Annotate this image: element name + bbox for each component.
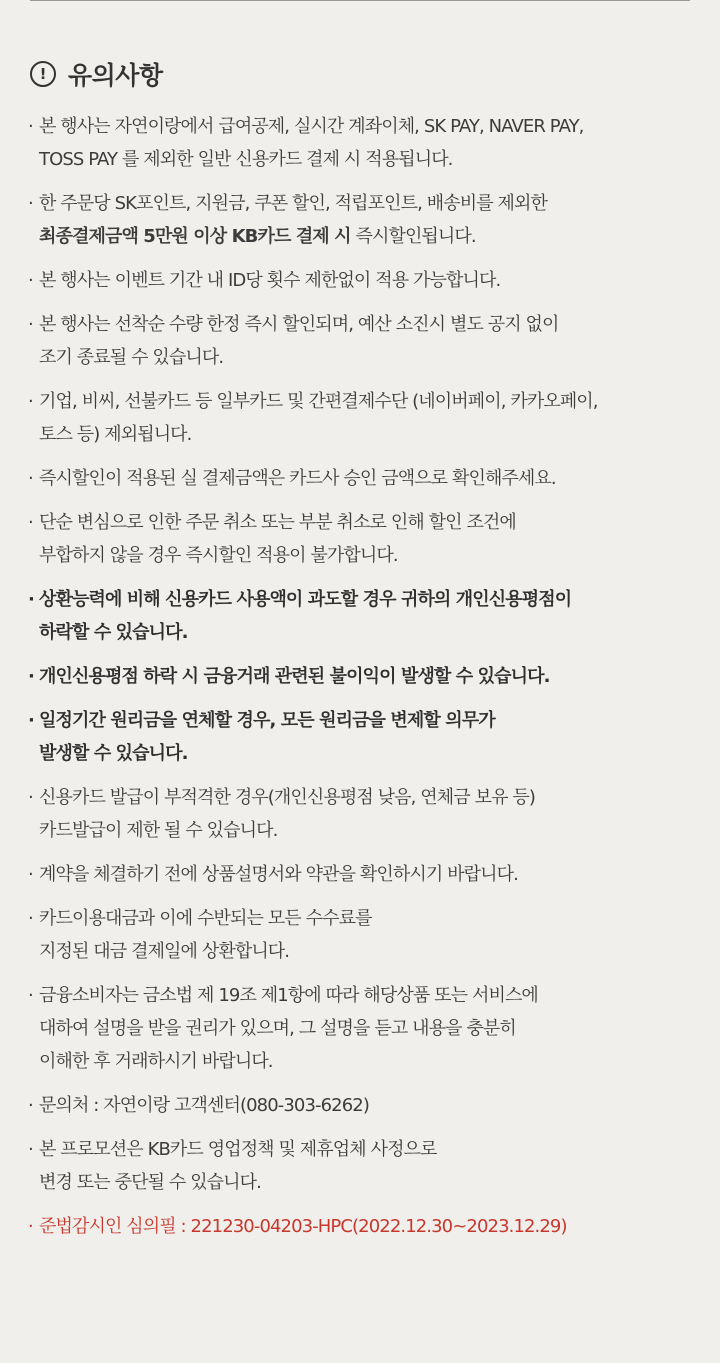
- notice-line: 토스 등) 제외됩니다.: [39, 424, 192, 445]
- bullet: ·: [28, 908, 33, 929]
- bullet: ·: [28, 512, 33, 533]
- notice-item-discount-condition: [28, 187, 698, 253]
- notice-item-issuance-restriction: [28, 781, 698, 847]
- notice-line: 금융소비자는 금소법 제 19조 제1항에 따라 해당상품 또는 서비스에: [39, 985, 538, 1006]
- bullet: ·: [28, 391, 33, 412]
- notice-line: 개인신용평점 하락 시 금융거래 관련된 불이익이 발생할 수 있습니다.: [39, 666, 550, 687]
- bullet: ·: [28, 985, 33, 1006]
- notice-line: TOSS PAY 를 제외한 일반 신용카드 결제 시 적용됩니다.: [39, 149, 453, 170]
- notice-item-cancellation: [28, 506, 698, 572]
- notice-item-confirm-amount: [28, 462, 698, 495]
- notice-item-compliance-approval: [28, 1210, 698, 1243]
- notice-title: 유의사항: [68, 61, 163, 90]
- bullet: ·: [28, 787, 33, 808]
- notice-line: 하락할 수 있습니다.: [39, 622, 188, 643]
- bullet: ·: [28, 589, 34, 610]
- notice-line: 일정기간 원리금을 연체할 경우, 모든 원리금을 변제할 의무가: [39, 710, 495, 731]
- notice-line: 본 행사는 자연이랑에서 급여공제, 실시간 계좌이체, SK PAY, NAVER PAY,: [39, 116, 584, 137]
- notice-line: 신용카드 발급이 부적격한 경우(개인신용평점 낮음, 연체금 보유 등): [39, 787, 535, 808]
- notice-line: 단순 변심으로 인한 주문 취소 또는 부분 취소로 인해 할인 조건에: [39, 512, 516, 533]
- notice-line: 기업, 비씨, 선불카드 등 일부카드 및 간편결제수단 (네이버페이, 카카오페이,: [39, 391, 598, 412]
- notice-line: [39, 220, 698, 253]
- notice-line: 계약을 체결하기 전에 상품설명서와 약관을 확인하시기 바랍니다.: [39, 864, 518, 885]
- notice-item-excluded-cards: [28, 385, 698, 451]
- notice-line: 상환능력에 비해 신용카드 사용액이 과도할 경우 귀하의 개인신용평점이: [39, 589, 572, 610]
- bullet: ·: [28, 1095, 33, 1116]
- bullet: ·: [28, 116, 33, 137]
- notice-line: 카드이용대금과 이에 수반되는 모든 수수료를: [39, 908, 372, 929]
- notice-line: 부합하지 않을 경우 즉시할인 적용이 불가합니다.: [39, 545, 398, 566]
- notice-line: 준법감시인 심의필 : 221230-04203-HPC(2022.12.30~2023.12.29): [39, 1216, 567, 1237]
- notice-item-check-terms: [28, 858, 698, 891]
- exclamation-circle-icon: !: [30, 61, 56, 87]
- notice-item-financial-disadvantage: [28, 660, 698, 693]
- notice-line: 본 행사는 이벤트 기간 내 ID당 횟수 제한없이 적용 가능합니다.: [39, 270, 501, 291]
- bullet: ·: [28, 314, 33, 335]
- notice-text: 즉시할인됩니다.: [350, 226, 476, 247]
- notice-item-repayment: [28, 902, 698, 968]
- bullet: ·: [28, 1216, 33, 1237]
- bullet: ·: [28, 270, 33, 291]
- notice-item-credit-score-drop: [28, 583, 698, 649]
- notice-line: 대하여 설명을 받을 권리가 있으며, 그 설명을 듣고 내용을 충분히: [39, 1018, 516, 1039]
- notice-item-overdue-obligation: [28, 704, 698, 770]
- notice-line: 본 프로모션은 KB카드 영업정책 및 제휴업체 사정으로: [39, 1139, 437, 1160]
- emphasis-text: 최종결제금액 5만원 이상 KB카드 결제 시: [39, 226, 351, 247]
- notice-line: 조기 종료될 수 있습니다.: [39, 347, 224, 368]
- notice-header: [30, 56, 163, 92]
- bullet: ·: [28, 1139, 33, 1160]
- notice-line: 즉시할인이 적용된 실 결제금액은 카드사 승인 금액으로 확인해주세요.: [39, 468, 556, 489]
- notice-line: 카드발급이 제한 될 수 있습니다.: [39, 820, 278, 841]
- notice-item-first-come: [28, 308, 698, 374]
- notice-line: 이해한 후 거래하시기 바랍니다.: [39, 1051, 273, 1072]
- notice-line: 변경 또는 중단될 수 있습니다.: [39, 1172, 261, 1193]
- notice-item-no-limit: [28, 264, 698, 297]
- bullet: ·: [28, 666, 34, 687]
- notice-line: 지정된 대금 결제일에 상환합니다.: [39, 941, 290, 962]
- notice-line: 문의처 : 자연이랑 고객센터(080-303-6262): [39, 1095, 369, 1116]
- notice-item-promotion-change: [28, 1133, 698, 1199]
- notice-line: 한 주문당 SK포인트, 지원금, 쿠폰 할인, 적립포인트, 배송비를 제외한: [39, 193, 547, 214]
- bullet: ·: [28, 468, 33, 489]
- notice-item-contact: [28, 1089, 698, 1122]
- bullet: ·: [28, 710, 34, 731]
- bullet: ·: [28, 864, 33, 885]
- notice-list: [28, 110, 698, 1254]
- notice-item-payment-scope: [28, 110, 698, 176]
- notice-line: 발생할 수 있습니다.: [39, 743, 188, 764]
- notice-item-consumer-rights: [28, 979, 698, 1078]
- bullet: ·: [28, 193, 33, 214]
- top-divider: [30, 0, 690, 1]
- notice-line: 본 행사는 선착순 수량 한정 즉시 할인되며, 예산 소진시 별도 공지 없이: [39, 314, 559, 335]
